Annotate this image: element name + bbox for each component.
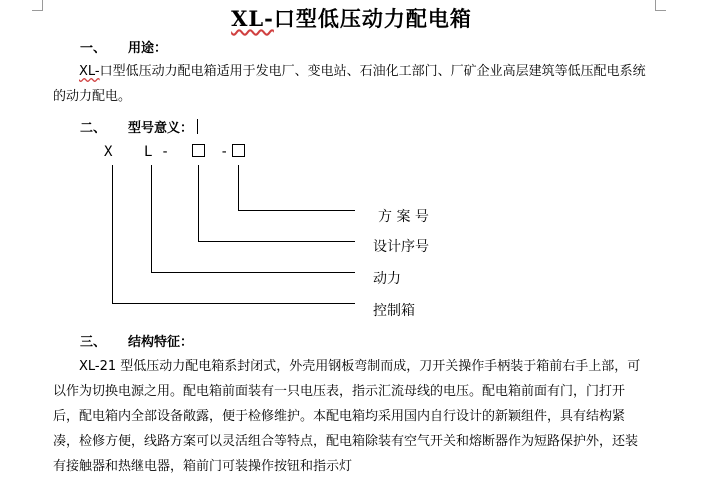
label-design-serial: 设计序号 [373,239,429,255]
line-design [199,165,356,242]
model-code-dash: - [220,144,229,160]
usage-paragraph: XL-口型低压动力配电箱适用于发电厂、变电站、石油化工部门、厂矿企业高层建筑等低压配电系统的动力配电。 [53,64,646,104]
document-title: XL-口型低压动力配电箱 [231,6,472,31]
line-scheme [239,165,356,211]
label-scheme-number: 方 案 号 [378,209,429,225]
model-code-l: L - [144,144,170,160]
section-heading-structure: 三、 结构特征： [80,335,194,350]
label-power: 动力 [373,271,401,287]
label-control-box: 控制箱 [373,303,415,319]
section-heading-model: 二、 型号意义： [80,117,198,136]
line-power [152,165,356,273]
line-control [113,165,356,304]
model-code-x: X [104,144,113,160]
section-heading-usage: 一、 用途： [80,41,168,56]
structure-paragraph: XL-21 型低压动力配电箱系封闭式，外壳用钢板弯制而成，刀开关操作手柄装于箱前右手上部，可以作为切换电源之用。配电箱前面装有一只电压表，指示汇流母线的电压。配电箱前面有门，门打开后，配电箱内全部设备敞露，便于检修维护。本配电箱均采用国内自行设计的新颖组件，具有结构紧凑，检修方便，线路方案可以灵活组合等特点，配电箱除装有空气开关和熔断器作为短路保护外，还装有接触器和热继电器，箱前门可装操作按钮和指示灯 [53,359,641,474]
